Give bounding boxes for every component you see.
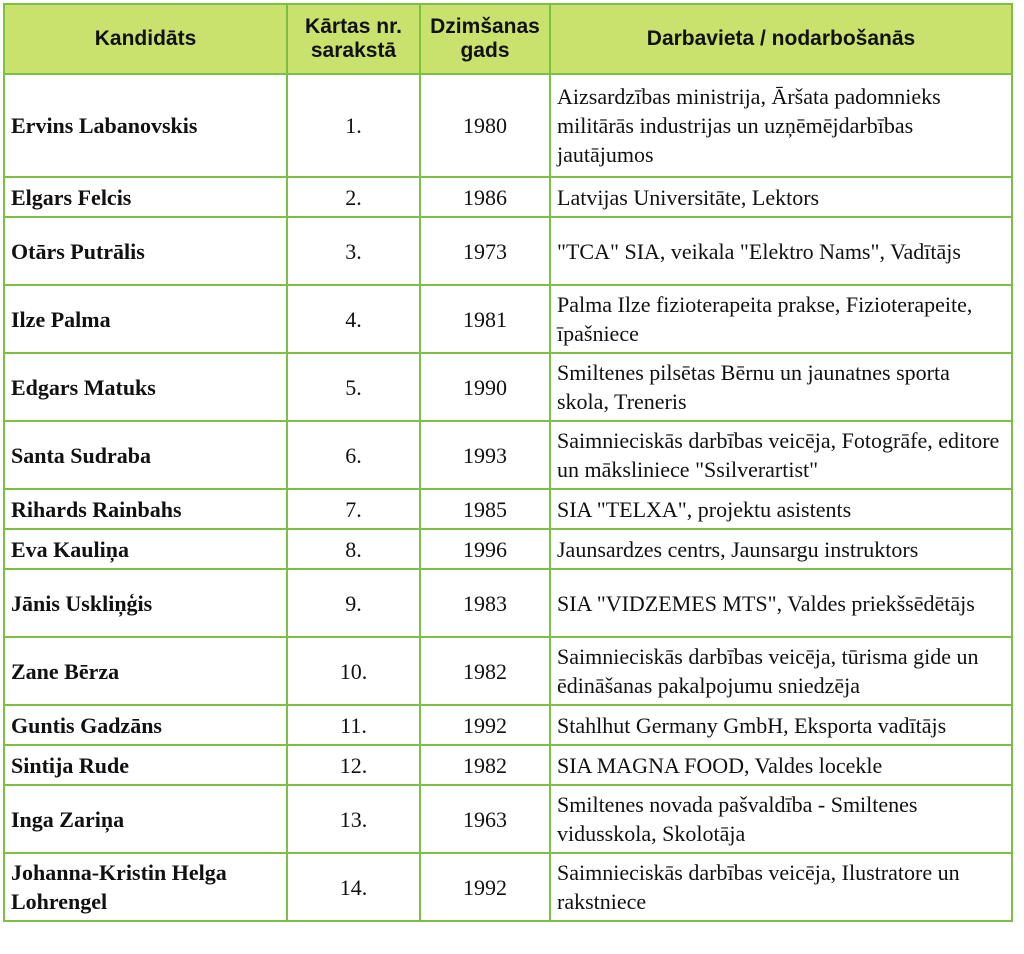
- birth-year: 1963: [420, 785, 550, 853]
- candidate-name: Otārs Putrālis: [4, 217, 287, 285]
- candidate-name: Guntis Gadzāns: [4, 705, 287, 745]
- workplace: "TCA" SIA, veikala "Elektro Nams", Vadītājs: [550, 217, 1012, 285]
- workplace: Stahlhut Germany GmbH, Eksporta vadītājs: [550, 705, 1012, 745]
- table-row: [4, 529, 1012, 569]
- table-header: [4, 4, 1012, 74]
- table-row: [4, 745, 1012, 785]
- candidate-name: Ilze Palma: [4, 285, 287, 353]
- list-number: 12.: [287, 745, 420, 785]
- birth-year: 1996: [420, 529, 550, 569]
- list-number: 2.: [287, 177, 420, 217]
- table-row: [4, 217, 1012, 285]
- birth-year: 1990: [420, 353, 550, 421]
- list-number: 4.: [287, 285, 420, 353]
- workplace: Saimnieciskās darbības veicēja, tūrisma gide un ēdināšanas pakalpojumu sniedzēja: [550, 637, 1012, 705]
- workplace: Aizsardzības ministrija, Āršata padomnieks militārās industrijas un uzņēmējdarbības jautājumos: [550, 74, 1012, 177]
- candidate-name: Zane Bērza: [4, 637, 287, 705]
- workplace: Palma Ilze fizioterapeita prakse, Fizioterapeite, īpašniece: [550, 285, 1012, 353]
- birth-year: 1982: [420, 745, 550, 785]
- list-number: 9.: [287, 569, 420, 637]
- table-body: [4, 74, 1012, 921]
- candidate-name: Santa Sudraba: [4, 421, 287, 489]
- workplace: Saimnieciskās darbības veicēja, Fotogrāfe, editore un māksliniece "Ssilverartist": [550, 421, 1012, 489]
- header-list-number: Kārtas nr. sarakstā: [287, 4, 420, 74]
- table-row: [4, 353, 1012, 421]
- birth-year: 1982: [420, 637, 550, 705]
- table-row: [4, 285, 1012, 353]
- workplace: Smiltenes pilsētas Bērnu un jaunatnes sporta skola, Treneris: [550, 353, 1012, 421]
- list-number: 7.: [287, 489, 420, 529]
- candidate-name: Sintija Rude: [4, 745, 287, 785]
- workplace: Smiltenes novada pašvaldība - Smiltenes vidusskola, Skolotāja: [550, 785, 1012, 853]
- birth-year: 1981: [420, 285, 550, 353]
- table-row: [4, 177, 1012, 217]
- workplace: SIA MAGNA FOOD, Valdes locekle: [550, 745, 1012, 785]
- birth-year: 1992: [420, 853, 550, 921]
- table-row: [4, 74, 1012, 177]
- list-number: 3.: [287, 217, 420, 285]
- table-row: [4, 421, 1012, 489]
- header-workplace: Darbavieta / nodarbošanās: [550, 4, 1012, 74]
- candidate-name: Johanna-Kristin Helga Lohrengel: [4, 853, 287, 921]
- list-number: 6.: [287, 421, 420, 489]
- workplace: Saimnieciskās darbības veicēja, Ilustratore un rakstniece: [550, 853, 1012, 921]
- candidates-table: [3, 3, 1013, 922]
- birth-year: 1993: [420, 421, 550, 489]
- table-row: [4, 785, 1012, 853]
- header-candidate: Kandidāts: [4, 4, 287, 74]
- table-row: [4, 637, 1012, 705]
- birth-year: 1973: [420, 217, 550, 285]
- birth-year: 1986: [420, 177, 550, 217]
- list-number: 10.: [287, 637, 420, 705]
- birth-year: 1992: [420, 705, 550, 745]
- workplace: SIA "TELXA", projektu asistents: [550, 489, 1012, 529]
- table-row: [4, 705, 1012, 745]
- list-number: 11.: [287, 705, 420, 745]
- list-number: 5.: [287, 353, 420, 421]
- list-number: 1.: [287, 74, 420, 177]
- birth-year: 1980: [420, 74, 550, 177]
- birth-year: 1985: [420, 489, 550, 529]
- candidate-name: Inga Zariņa: [4, 785, 287, 853]
- table-row: [4, 569, 1012, 637]
- candidate-name: Eva Kauliņa: [4, 529, 287, 569]
- list-number: 8.: [287, 529, 420, 569]
- candidate-name: Ervins Labanovskis: [4, 74, 287, 177]
- birth-year: 1983: [420, 569, 550, 637]
- table-row: [4, 489, 1012, 529]
- list-number: 14.: [287, 853, 420, 921]
- workplace: Latvijas Universitāte, Lektors: [550, 177, 1012, 217]
- table-row: [4, 853, 1012, 921]
- workplace: SIA "VIDZEMES MTS", Valdes priekšsēdētājs: [550, 569, 1012, 637]
- candidate-name: Edgars Matuks: [4, 353, 287, 421]
- header-row: [4, 4, 1012, 74]
- list-number: 13.: [287, 785, 420, 853]
- workplace: Jaunsardzes centrs, Jaunsargu instruktors: [550, 529, 1012, 569]
- candidate-name: Jānis Uskliņģis: [4, 569, 287, 637]
- candidate-name: Rihards Rainbahs: [4, 489, 287, 529]
- header-birth-year: Dzimšanas gads: [420, 4, 550, 74]
- candidate-name: Elgars Felcis: [4, 177, 287, 217]
